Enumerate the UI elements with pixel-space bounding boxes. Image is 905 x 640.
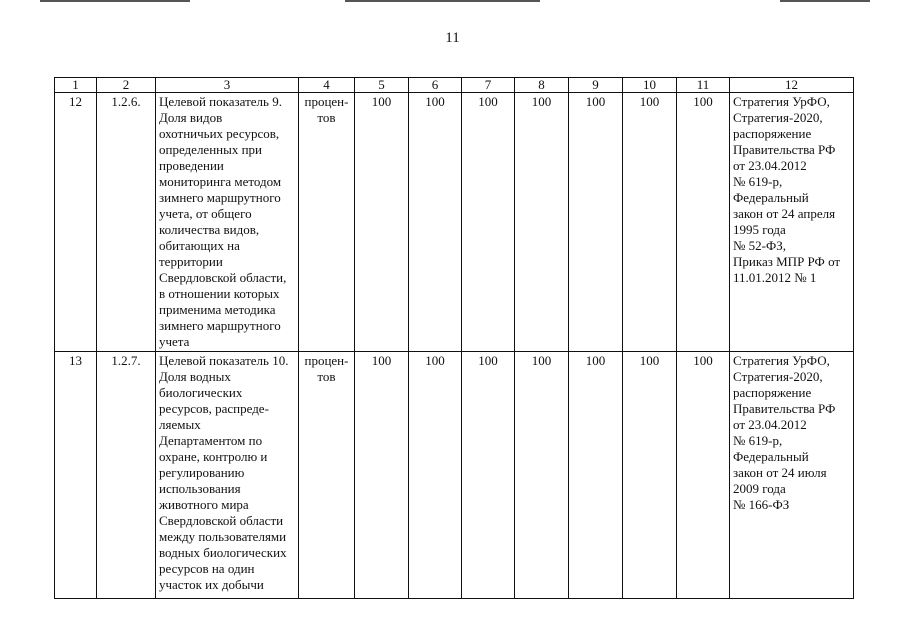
source-line: № 166-ФЗ <box>733 497 790 512</box>
description-line: регулированию <box>159 465 245 480</box>
source-line: 1995 года <box>733 222 786 237</box>
description-line: Целевой показатель 9. <box>159 94 282 109</box>
source-line: закон от 24 июля <box>733 465 827 480</box>
row-number: 12 <box>55 93 97 352</box>
row-value-col11: 100 <box>677 352 730 599</box>
header-cell-8: 8 <box>515 78 569 93</box>
row-number: 13 <box>55 352 97 599</box>
description-line: участок их добычи <box>159 577 264 592</box>
description-line: учета <box>159 334 190 349</box>
header-cell-6: 6 <box>409 78 462 93</box>
row-source <box>730 93 854 352</box>
row-value-col9: 100 <box>569 93 623 352</box>
description-line: Целевой показатель 10. <box>159 353 289 368</box>
row-code: 1.2.6. <box>97 93 156 352</box>
source-line: Стратегия УрФО, <box>733 94 830 109</box>
source-line: от 23.04.2012 <box>733 417 807 432</box>
header-cell-11: 11 <box>677 78 730 93</box>
header-cell-3: 3 <box>156 78 299 93</box>
row-code: 1.2.7. <box>97 352 156 599</box>
unit-line: тов <box>317 369 336 384</box>
description-line: мониторинга методом <box>159 174 282 189</box>
source-line: Стратегия-2020, <box>733 369 823 384</box>
header-cell-9: 9 <box>569 78 623 93</box>
row-value-col6: 100 <box>409 93 462 352</box>
indicator-table <box>54 77 854 599</box>
description-line: биологических <box>159 385 243 400</box>
source-line: № 619-р, <box>733 174 783 189</box>
row-value-col9: 100 <box>569 352 623 599</box>
header-cell-2: 2 <box>97 78 156 93</box>
top-rule-right <box>780 0 870 2</box>
row-source <box>730 352 854 599</box>
source-line: 2009 года <box>733 481 786 496</box>
description-line: применима методика <box>159 302 276 317</box>
source-line: Федеральный <box>733 190 809 205</box>
table-row <box>55 93 854 352</box>
description-line: в отношении которых <box>159 286 280 301</box>
row-value-col11: 100 <box>677 93 730 352</box>
row-value-col8: 100 <box>515 352 569 599</box>
row-description <box>156 93 299 352</box>
row-value-col7: 100 <box>462 352 515 599</box>
row-value-col7: 100 <box>462 93 515 352</box>
row-value-col10: 100 <box>623 93 677 352</box>
unit-line: тов <box>317 110 336 125</box>
source-line: закон от 24 апреля <box>733 206 836 221</box>
row-value-col5: 100 <box>355 93 409 352</box>
top-rule-middle <box>345 0 540 2</box>
unit-line: процен- <box>304 353 349 368</box>
top-rule-left <box>40 0 190 2</box>
source-line: Правительства РФ <box>733 142 836 157</box>
row-description <box>156 352 299 599</box>
row-value-col10: 100 <box>623 352 677 599</box>
header-cell-12: 12 <box>730 78 854 93</box>
source-line: Стратегия-2020, <box>733 110 823 125</box>
description-line: охране, контролю и <box>159 449 268 464</box>
source-line: распоряжение <box>733 385 812 400</box>
description-line: между пользователями <box>159 529 287 544</box>
row-value-col5: 100 <box>355 352 409 599</box>
unit-line: процен- <box>304 94 349 109</box>
header-cell-5: 5 <box>355 78 409 93</box>
header-cell-7: 7 <box>462 78 515 93</box>
row-unit <box>299 93 355 352</box>
description-line: определенных при <box>159 142 263 157</box>
source-line: распоряжение <box>733 126 812 141</box>
source-line: Стратегия УрФО, <box>733 353 830 368</box>
source-line: № 619-р, <box>733 433 783 448</box>
description-line: Свердловской области, <box>159 270 287 285</box>
description-line: Доля водных <box>159 369 231 384</box>
row-unit <box>299 352 355 599</box>
description-line: зимнего маршрутного <box>159 318 281 333</box>
source-line: от 23.04.2012 <box>733 158 807 173</box>
description-line: ляемых <box>159 417 201 432</box>
source-line: Федеральный <box>733 449 809 464</box>
description-line: Свердловской области <box>159 513 284 528</box>
description-line: Доля видов <box>159 110 223 125</box>
source-line: Правительства РФ <box>733 401 836 416</box>
table-header-row <box>55 78 854 93</box>
description-line: обитающих на <box>159 238 240 253</box>
description-line: охотничьих ресурсов, <box>159 126 280 141</box>
source-line: № 52-ФЗ, <box>733 238 787 253</box>
description-line: Департаментом по <box>159 433 263 448</box>
source-line: 11.01.2012 № 1 <box>733 270 817 285</box>
header-cell-4: 4 <box>299 78 355 93</box>
header-cell-10: 10 <box>623 78 677 93</box>
description-line: использования <box>159 481 241 496</box>
description-line: ресурсов, распреде- <box>159 401 269 416</box>
table-row <box>55 352 854 599</box>
description-line: зимнего маршрутного <box>159 190 281 205</box>
description-line: ресурсов на один <box>159 561 255 576</box>
description-line: проведении <box>159 158 224 173</box>
row-value-col8: 100 <box>515 93 569 352</box>
description-line: количества видов, <box>159 222 260 237</box>
header-cell-1: 1 <box>55 78 97 93</box>
row-value-col6: 100 <box>409 352 462 599</box>
description-line: учета, от общего <box>159 206 252 221</box>
description-line: территории <box>159 254 223 269</box>
description-line: водных биологических <box>159 545 287 560</box>
page-number: 11 <box>445 30 460 46</box>
source-line: Приказ МПР РФ от <box>733 254 841 269</box>
description-line: животного мира <box>159 497 249 512</box>
